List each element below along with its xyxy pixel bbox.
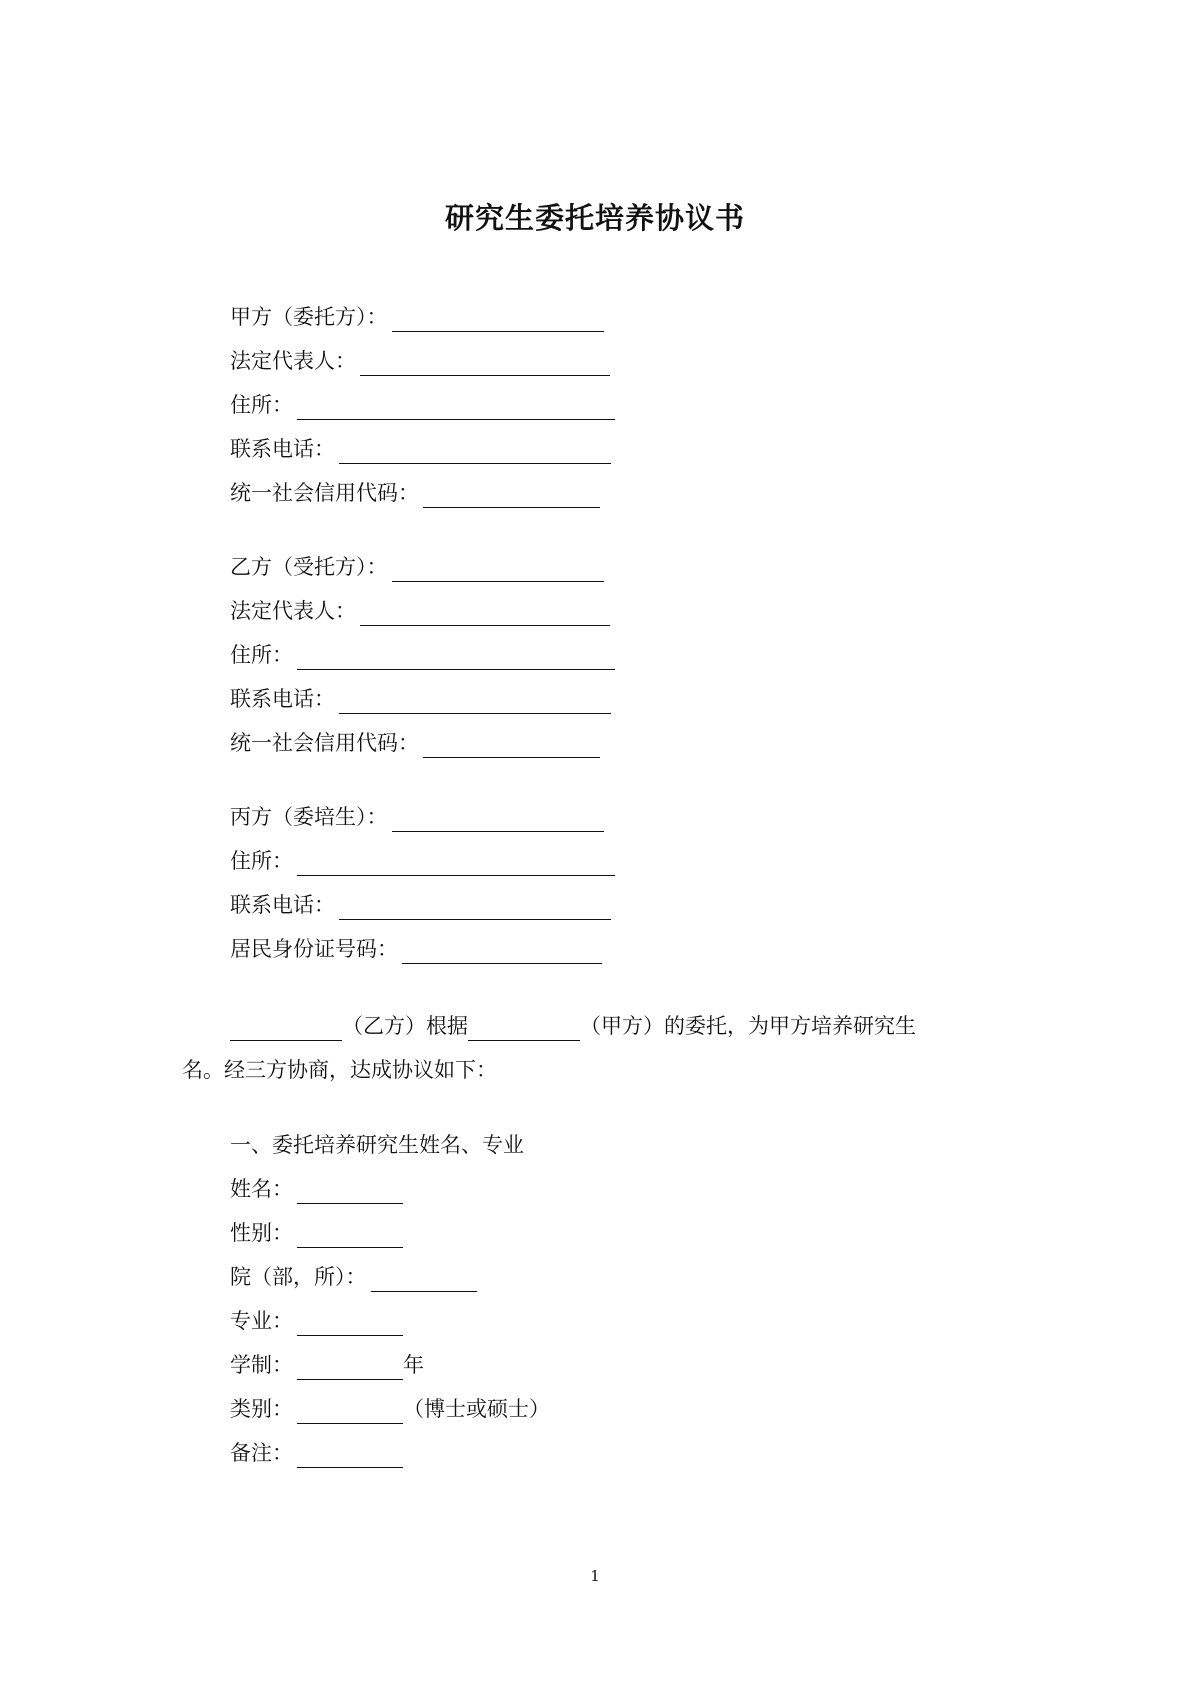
field-major xyxy=(230,1306,403,1336)
category-blank[interactable] xyxy=(297,1401,403,1424)
party-b-phone xyxy=(230,684,611,714)
party-b-address xyxy=(230,640,615,670)
field-label: 专业： xyxy=(230,1309,293,1333)
field-label: 学制： xyxy=(230,1353,293,1377)
party-c-blank[interactable] xyxy=(392,809,604,832)
field-label: 法定代表人： xyxy=(230,349,356,373)
preamble-line-2: 名。经三方协商，达成协议如下： xyxy=(182,1058,497,1082)
field-label: 性别： xyxy=(230,1221,293,1245)
field-label: 联系电话： xyxy=(230,437,335,461)
field-label: 住所： xyxy=(230,849,293,873)
party-c-phone xyxy=(230,890,611,920)
party-c-label: 丙方（委培生）： xyxy=(230,805,388,829)
field-department xyxy=(230,1262,477,1292)
party-a-credit-code xyxy=(230,478,600,508)
field-label: 备注： xyxy=(230,1441,293,1465)
field-name xyxy=(230,1174,403,1204)
party-a-address xyxy=(230,390,615,420)
address-blank[interactable] xyxy=(297,397,615,420)
document-title: 研究生委托培养协议书 xyxy=(444,201,745,235)
party-a-name-blank[interactable] xyxy=(468,1018,580,1041)
legal-rep-blank[interactable] xyxy=(360,603,610,626)
phone-blank[interactable] xyxy=(339,897,611,920)
field-label: 统一社会信用代码： xyxy=(230,731,419,755)
party-b-label: 乙方（受托方）： xyxy=(230,555,388,579)
address-blank[interactable] xyxy=(297,853,615,876)
party-a-label: 甲方（委托方）： xyxy=(230,305,388,329)
preamble-line-1 xyxy=(230,1011,916,1041)
party-b-heading xyxy=(230,552,604,582)
field-remarks xyxy=(230,1438,403,1468)
party-a-phone xyxy=(230,434,611,464)
field-label: 联系电话： xyxy=(230,687,335,711)
party-c-id-number xyxy=(230,934,602,964)
remarks-blank[interactable] xyxy=(297,1445,403,1468)
party-b-legal-rep xyxy=(230,596,610,626)
preamble-text: （甲方）的委托，为甲方培养研究生 xyxy=(580,1014,916,1038)
field-suffix: （博士或硕士） xyxy=(403,1397,550,1421)
id-number-blank[interactable] xyxy=(402,941,602,964)
party-b-blank[interactable] xyxy=(392,559,604,582)
party-c-address xyxy=(230,846,615,876)
field-gender xyxy=(230,1218,403,1248)
field-duration xyxy=(230,1350,424,1380)
department-blank[interactable] xyxy=(371,1269,477,1292)
page-number: 1 xyxy=(590,1567,600,1585)
party-a-heading xyxy=(230,302,604,332)
major-blank[interactable] xyxy=(297,1313,403,1336)
name-blank[interactable] xyxy=(297,1181,403,1204)
field-suffix: 年 xyxy=(403,1353,424,1377)
field-label: 统一社会信用代码： xyxy=(230,481,419,505)
section-1-heading: 一、委托培养研究生姓名、专业 xyxy=(230,1133,524,1157)
credit-code-blank[interactable] xyxy=(423,485,600,508)
field-label: 院（部，所）： xyxy=(230,1265,367,1289)
field-label: 联系电话： xyxy=(230,893,335,917)
party-a-legal-rep xyxy=(230,346,610,376)
phone-blank[interactable] xyxy=(339,691,611,714)
field-label: 姓名： xyxy=(230,1177,293,1201)
field-label: 类别： xyxy=(230,1397,293,1421)
preamble-text: （乙方）根据 xyxy=(342,1014,468,1038)
field-category xyxy=(230,1394,550,1424)
field-label: 住所： xyxy=(230,393,293,417)
legal-rep-blank[interactable] xyxy=(360,353,610,376)
field-label: 居民身份证号码： xyxy=(230,937,398,961)
party-c-heading xyxy=(230,802,604,832)
gender-blank[interactable] xyxy=(297,1225,403,1248)
duration-blank[interactable] xyxy=(297,1357,403,1380)
field-label: 住所： xyxy=(230,643,293,667)
field-label: 法定代表人： xyxy=(230,599,356,623)
address-blank[interactable] xyxy=(297,647,615,670)
phone-blank[interactable] xyxy=(339,441,611,464)
credit-code-blank[interactable] xyxy=(423,735,600,758)
party-b-name-blank[interactable] xyxy=(230,1018,342,1041)
party-b-credit-code xyxy=(230,728,600,758)
party-a-blank[interactable] xyxy=(392,309,604,332)
